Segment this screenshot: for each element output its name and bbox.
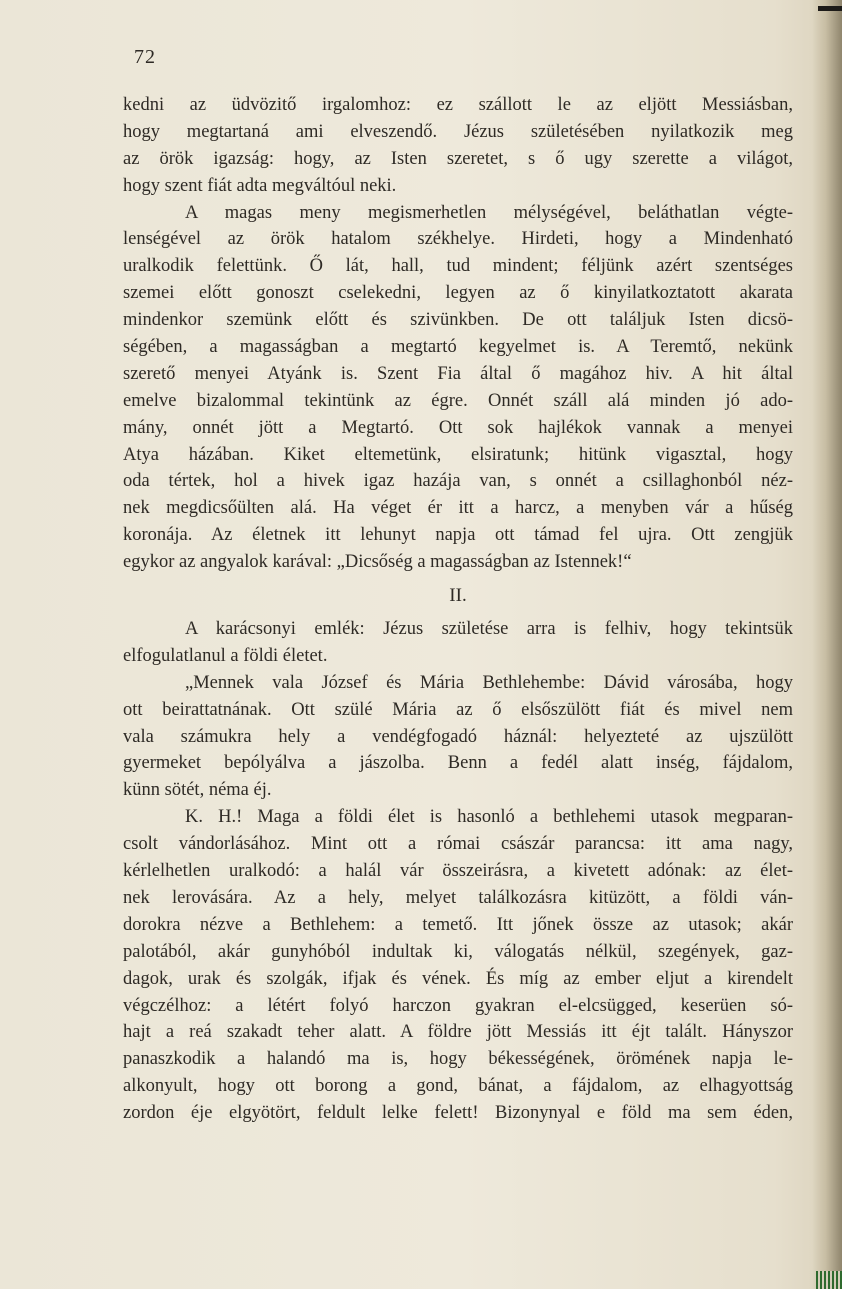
text-line: végczélhoz: a létért folyó harczon gyakran el-elcsügged, keserüen só- xyxy=(123,995,793,1016)
text-line: künn sötét, néma éj. xyxy=(123,780,272,801)
text-line: panaszkodik a halandó ma is, hogy békességének, örömének napja le- xyxy=(123,1049,793,1070)
text-line: A magas meny megismerhetlen mélységével, beláthatlan végte- xyxy=(185,202,793,223)
text-line: dagok, urak és szolgák, ifjak és vének. És míg az ember eljut a kirendelt xyxy=(123,968,793,989)
page-edge-mark xyxy=(818,6,842,11)
text-line: vala számukra hely a vendégfogadó háznál: helyezteté az ujszülött xyxy=(123,726,793,747)
text-line: palotából, akár gunyhóból indultak ki, válogatás nélkül, szegények, gaz- xyxy=(123,941,793,962)
text-line: K. H.! Maga a földi élet is hasonló a bethlehemi utasok megparan- xyxy=(185,807,793,828)
page-edge-stripe xyxy=(816,1271,842,1289)
section-2 xyxy=(123,616,793,1127)
section-heading: II. xyxy=(449,585,467,607)
text-line: hogy megtartaná ami elveszendő. Jézus születésében nyilatkozik meg xyxy=(123,121,793,142)
text-line: Atya házában. Kiket eltemetünk, elsiratunk; hitünk vigasztal, hogy xyxy=(123,444,793,465)
page-number: 72 xyxy=(134,46,156,68)
text-line: „Mennek vala József és Mária Bethlehembe: Dávid városába, hogy xyxy=(185,672,793,693)
text-line: emelve bizalommal tekintünk az égre. Onnét száll alá minden jó ado- xyxy=(123,390,793,411)
text-line: oda tértek, hol a hivek igaz hazája van, s onnét a csillaghonból néz- xyxy=(123,471,793,492)
text-line: lenségével az örök hatalom székhelye. Hirdeti, hogy a Mindenható xyxy=(123,229,793,250)
text-line: hogy szent fiát adta megváltóul neki. xyxy=(123,175,397,196)
text-line: mindenkor szemünk előtt és szivünkben. De ott találjuk Isten dicsö- xyxy=(123,310,793,331)
text-line: szerető menyei Atyánk is. Szent Fia által ő magához hiv. A hit által xyxy=(123,363,793,384)
text-line: zordon éje elgyötört, feldult lelke felett! Bizonynyal e föld ma sem éden, xyxy=(123,1103,793,1124)
text-line: uralkodik felettünk. Ő lát, hall, tud mindent; féljünk azért szentséges xyxy=(123,256,793,277)
body-text xyxy=(123,92,793,1127)
text-line: koronája. Az életnek itt lehunyt napja ott támad fel ujra. Ott zengjük xyxy=(123,525,793,546)
text-line: hajt a reá szakadt teher alatt. A földre jött Messiás itt éjt talált. Hányszor xyxy=(123,1022,793,1043)
text-line: kérlelhetlen uralkodó: a halál vár összeirásra, a kivetett adónak: az élet- xyxy=(123,861,793,882)
text-line: gyermeket bepólyálva a jászolba. Benn a fedél alatt inség, fájdalom, xyxy=(123,753,793,774)
section-1 xyxy=(123,92,793,576)
page-edge-shadow xyxy=(812,0,842,1289)
text-line: A karácsonyi emlék: Jézus születése arra is felhiv, hogy tekintsük xyxy=(185,619,793,640)
text-line: szemei előtt gonoszt cselekedni, legyen az ő kinyilatkoztatott akarata xyxy=(123,283,793,304)
text-line: ségében, a magasságban a megtartó kegyelmet is. A Teremtő, nekünk xyxy=(123,337,793,358)
text-line: ott beirattatnának. Ott szülé Mária az ő elsőszülött fiát és mivel nem xyxy=(123,699,793,720)
text-line: egykor az angyalok karával: „Dicsőség a magasságban az Istennek!“ xyxy=(123,552,632,573)
text-line: nek lerovására. Az a hely, melyet találkozásra kitüzött, a földi ván- xyxy=(123,887,793,908)
text-line: dorokra nézve a Bethlehem: a temető. Itt jőnek össze az utasok; akár xyxy=(123,914,793,935)
text-line: nek megdicsőülten alá. Ha véget ér itt a harcz, a menyben vár a hűség xyxy=(123,498,793,519)
text-line: mány, onnét jött a Megtartó. Ott sok hajlékok vannak a menyei xyxy=(123,417,793,438)
text-line: csolt vándorlásához. Mint ott a római császár parancsa: itt ama nagy, xyxy=(123,834,793,855)
text-line: alkonyult, hogy ott borong a gond, bánat, a fájdalom, az elhagyottság xyxy=(123,1076,793,1097)
text-line: kedni az üdvözitő irgalomhoz: ez szállott le az eljött Messiásban, xyxy=(123,95,793,115)
text-line: elfogulatlanul a földi életet. xyxy=(123,645,328,666)
text-line: az örök igazság: hogy, az Isten szeretet, s ő ugy szerette a világot, xyxy=(123,148,793,169)
